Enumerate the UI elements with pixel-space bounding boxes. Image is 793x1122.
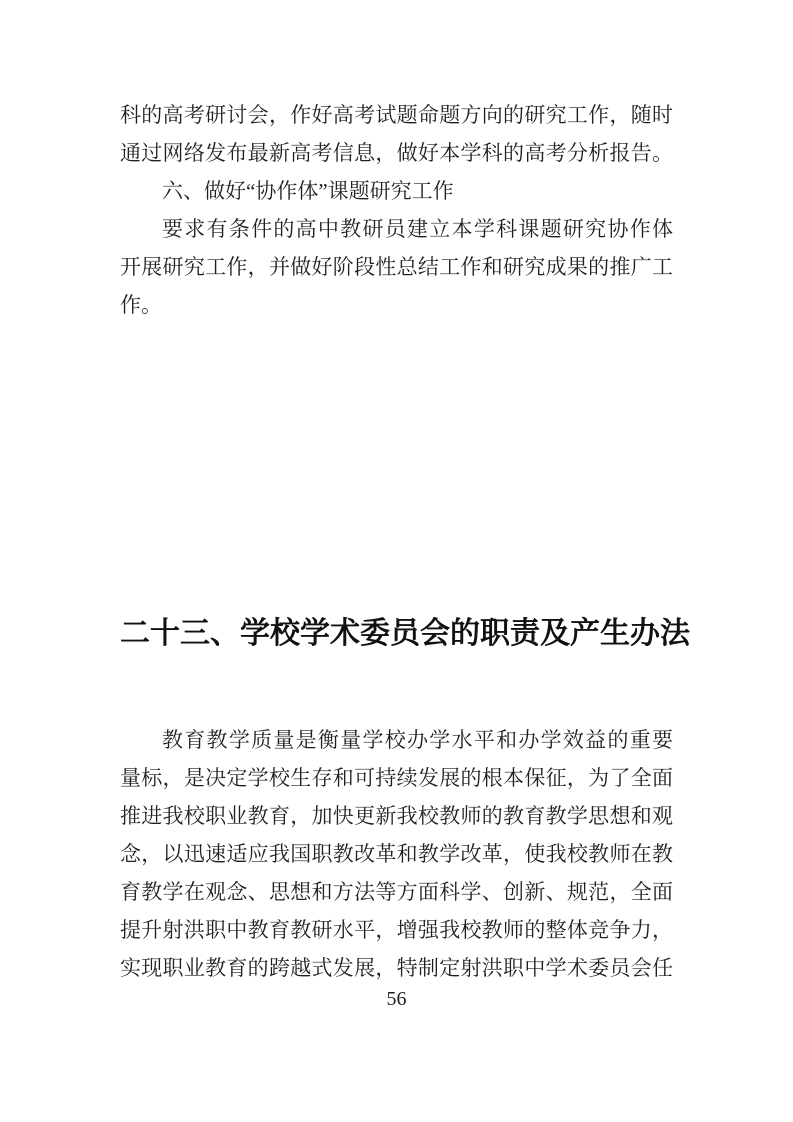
text-line: 实现职业教育的跨越式发展，特制定射洪职中学术委员会任: [120, 956, 673, 980]
text-line: 开展研究工作，并做好阶段性总结工作和研究成果的推广工: [120, 255, 673, 279]
page-number: 56: [386, 988, 407, 1010]
subsection-heading: 六、做好“协作体”课题研究工作: [162, 179, 454, 203]
text-line: 育教学在观念、思想和方法等方面科学、创新、规范，全面: [120, 880, 673, 904]
text-line: 念，以迅速适应我国职教改革和教学改革，使我校教师在教: [120, 842, 673, 866]
text-line: 教育教学质量是衡量学校办学水平和办学效益的重要: [162, 728, 673, 752]
bottom-text-block: [120, 721, 673, 987]
text-line: 推进我校职业教育，加快更新我校教师的教育教学思想和观: [120, 804, 673, 828]
text-line: 提升射洪职中教育教研水平，增强我校教师的整体竞争力，: [120, 918, 673, 942]
text-line: 作。: [120, 293, 162, 317]
text-line: 要求有条件的高中教研员建立本学科课题研究协作体: [162, 217, 673, 241]
text-line: 通过网络发布最新高考信息，做好本学科的高考分析报告。: [120, 141, 673, 165]
text-line: 量标，是决定学校生存和可持续发展的根本保征，为了全面: [120, 766, 673, 790]
top-text-block: [120, 96, 673, 324]
text-line: 科的高考研讨会，作好高考试题命题方向的研究工作，随时: [120, 103, 673, 127]
section-heading: 二十三、学校学术委员会的职责及产生办法: [120, 617, 690, 650]
